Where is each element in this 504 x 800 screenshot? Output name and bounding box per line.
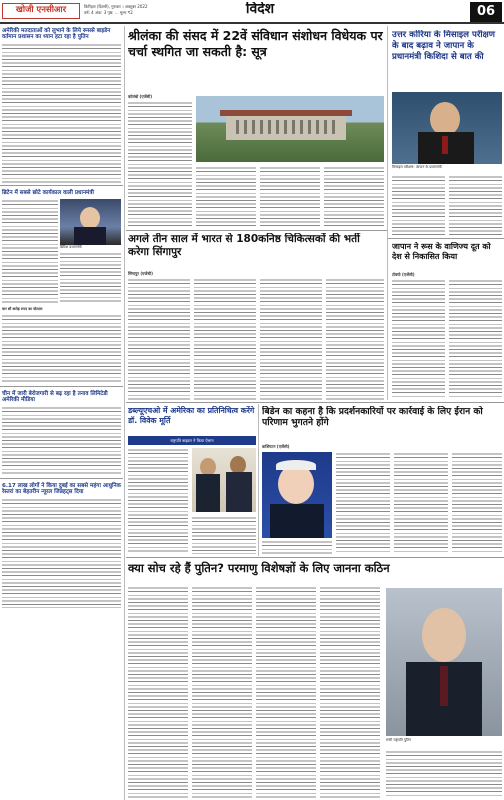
who-subhead: राष्ट्रपति बाइडन ने किया ऐलान	[128, 436, 256, 445]
biden-photo	[262, 452, 332, 538]
putin-headline: क्या सोच रहे हैं पुतिन? परमाणु विशेषज्ञों के लिए जानना कठिन	[128, 561, 390, 575]
murthy-photo	[192, 448, 256, 512]
putin-photo	[386, 588, 502, 736]
right-top-headline: उत्तर कोरिया के मिसाइल परीक्षण के बाद बढ़ाव ने जापान के प्रधानमंत्री किशिदा से बात की	[392, 30, 495, 62]
kishida-caption: मिसाइल परीक्षण: जापान के प्रधानमंत्री	[392, 165, 442, 169]
kishida-photo	[392, 92, 502, 164]
lead-headline: श्रीलंका की संसद में 22वें संविधान संशोधन विधेयक पर चर्चा स्थगित जा सकती है: सूत्र	[128, 28, 383, 59]
story2-body-a	[2, 199, 58, 305]
story4-headline: 6.17 लाख लोगों ने किया दुबई का सबसे महंगा आधुनिक रेस्तरां का बेहतरीन न्यूरल जिन्नहट्स दिया	[2, 482, 121, 495]
story2-headline: ब्रिटेन में सबसे छोटे कार्यकाल वाली प्रधानमंत्री	[2, 190, 94, 197]
story2-sub: चार सौ करोड़ रुपए का घोटाला	[2, 307, 43, 312]
info-line: किरिहल (दिल्ली), गुरुवार । अक्टूबर 2022 वर्ष: 4 अंक: 3 पृष्ठ: ... मूल्य ₹2	[84, 4, 148, 15]
truss-photo	[60, 199, 121, 245]
photo-caption: ब्रिटिश प्रधानमंत्री	[60, 245, 82, 250]
lead-body-col1	[128, 101, 192, 227]
lead-byline: कोलंबो (एजेंसी)	[128, 94, 153, 99]
sg-byline: सिंगापुर (एजेंसी)	[128, 271, 153, 276]
sg-headline: अगले तीन साल में भारत से 180कनिष्ठ चिकित्सकों की भर्ती करेगा सिंगापुर	[128, 233, 360, 258]
story1-headline: अमेरिकी मतदाताओं को लुभाने के लिये रूससे बाइडेन वर्तमान प्रशासन का ध्यान हटा रहा है पुतिन	[2, 28, 111, 41]
biden-headline: बिडेन का कहना है कि प्रदर्शनकारियों पर कार्रवाई के लिए ईरान को परिणाम भुगतने होंगे	[262, 406, 483, 429]
parliament-photo	[196, 96, 384, 162]
left-column	[0, 26, 123, 800]
section-title: विदेश	[245, 2, 275, 17]
logo: खोजी एनसीआर	[2, 3, 80, 19]
who-headline: डब्ल्यूएचओ में अमेरिका का प्रतिनिधित्व करेंगे डॉ. विवेक मूर्ति	[128, 406, 255, 425]
story1-body	[2, 43, 121, 183]
right-mid-byline: टोक्यो (एजेंसी)	[392, 272, 415, 277]
right-mid-headline: जापान ने रूस के वाणिज्य दूत को देश से निकासित किया	[392, 242, 491, 261]
putin-caption: रूसी राष्ट्रपति पुतिन	[386, 738, 411, 742]
page-number: 06	[470, 2, 502, 22]
biden-byline: वाशिंगटन (एजेंसी)	[262, 444, 290, 449]
masthead	[0, 0, 504, 24]
story3-headline: चीन में जारी बेरोजगारी से बढ़ रहा है तनाव लिमिटेडी अमेरिकी मीडिया	[2, 390, 108, 403]
